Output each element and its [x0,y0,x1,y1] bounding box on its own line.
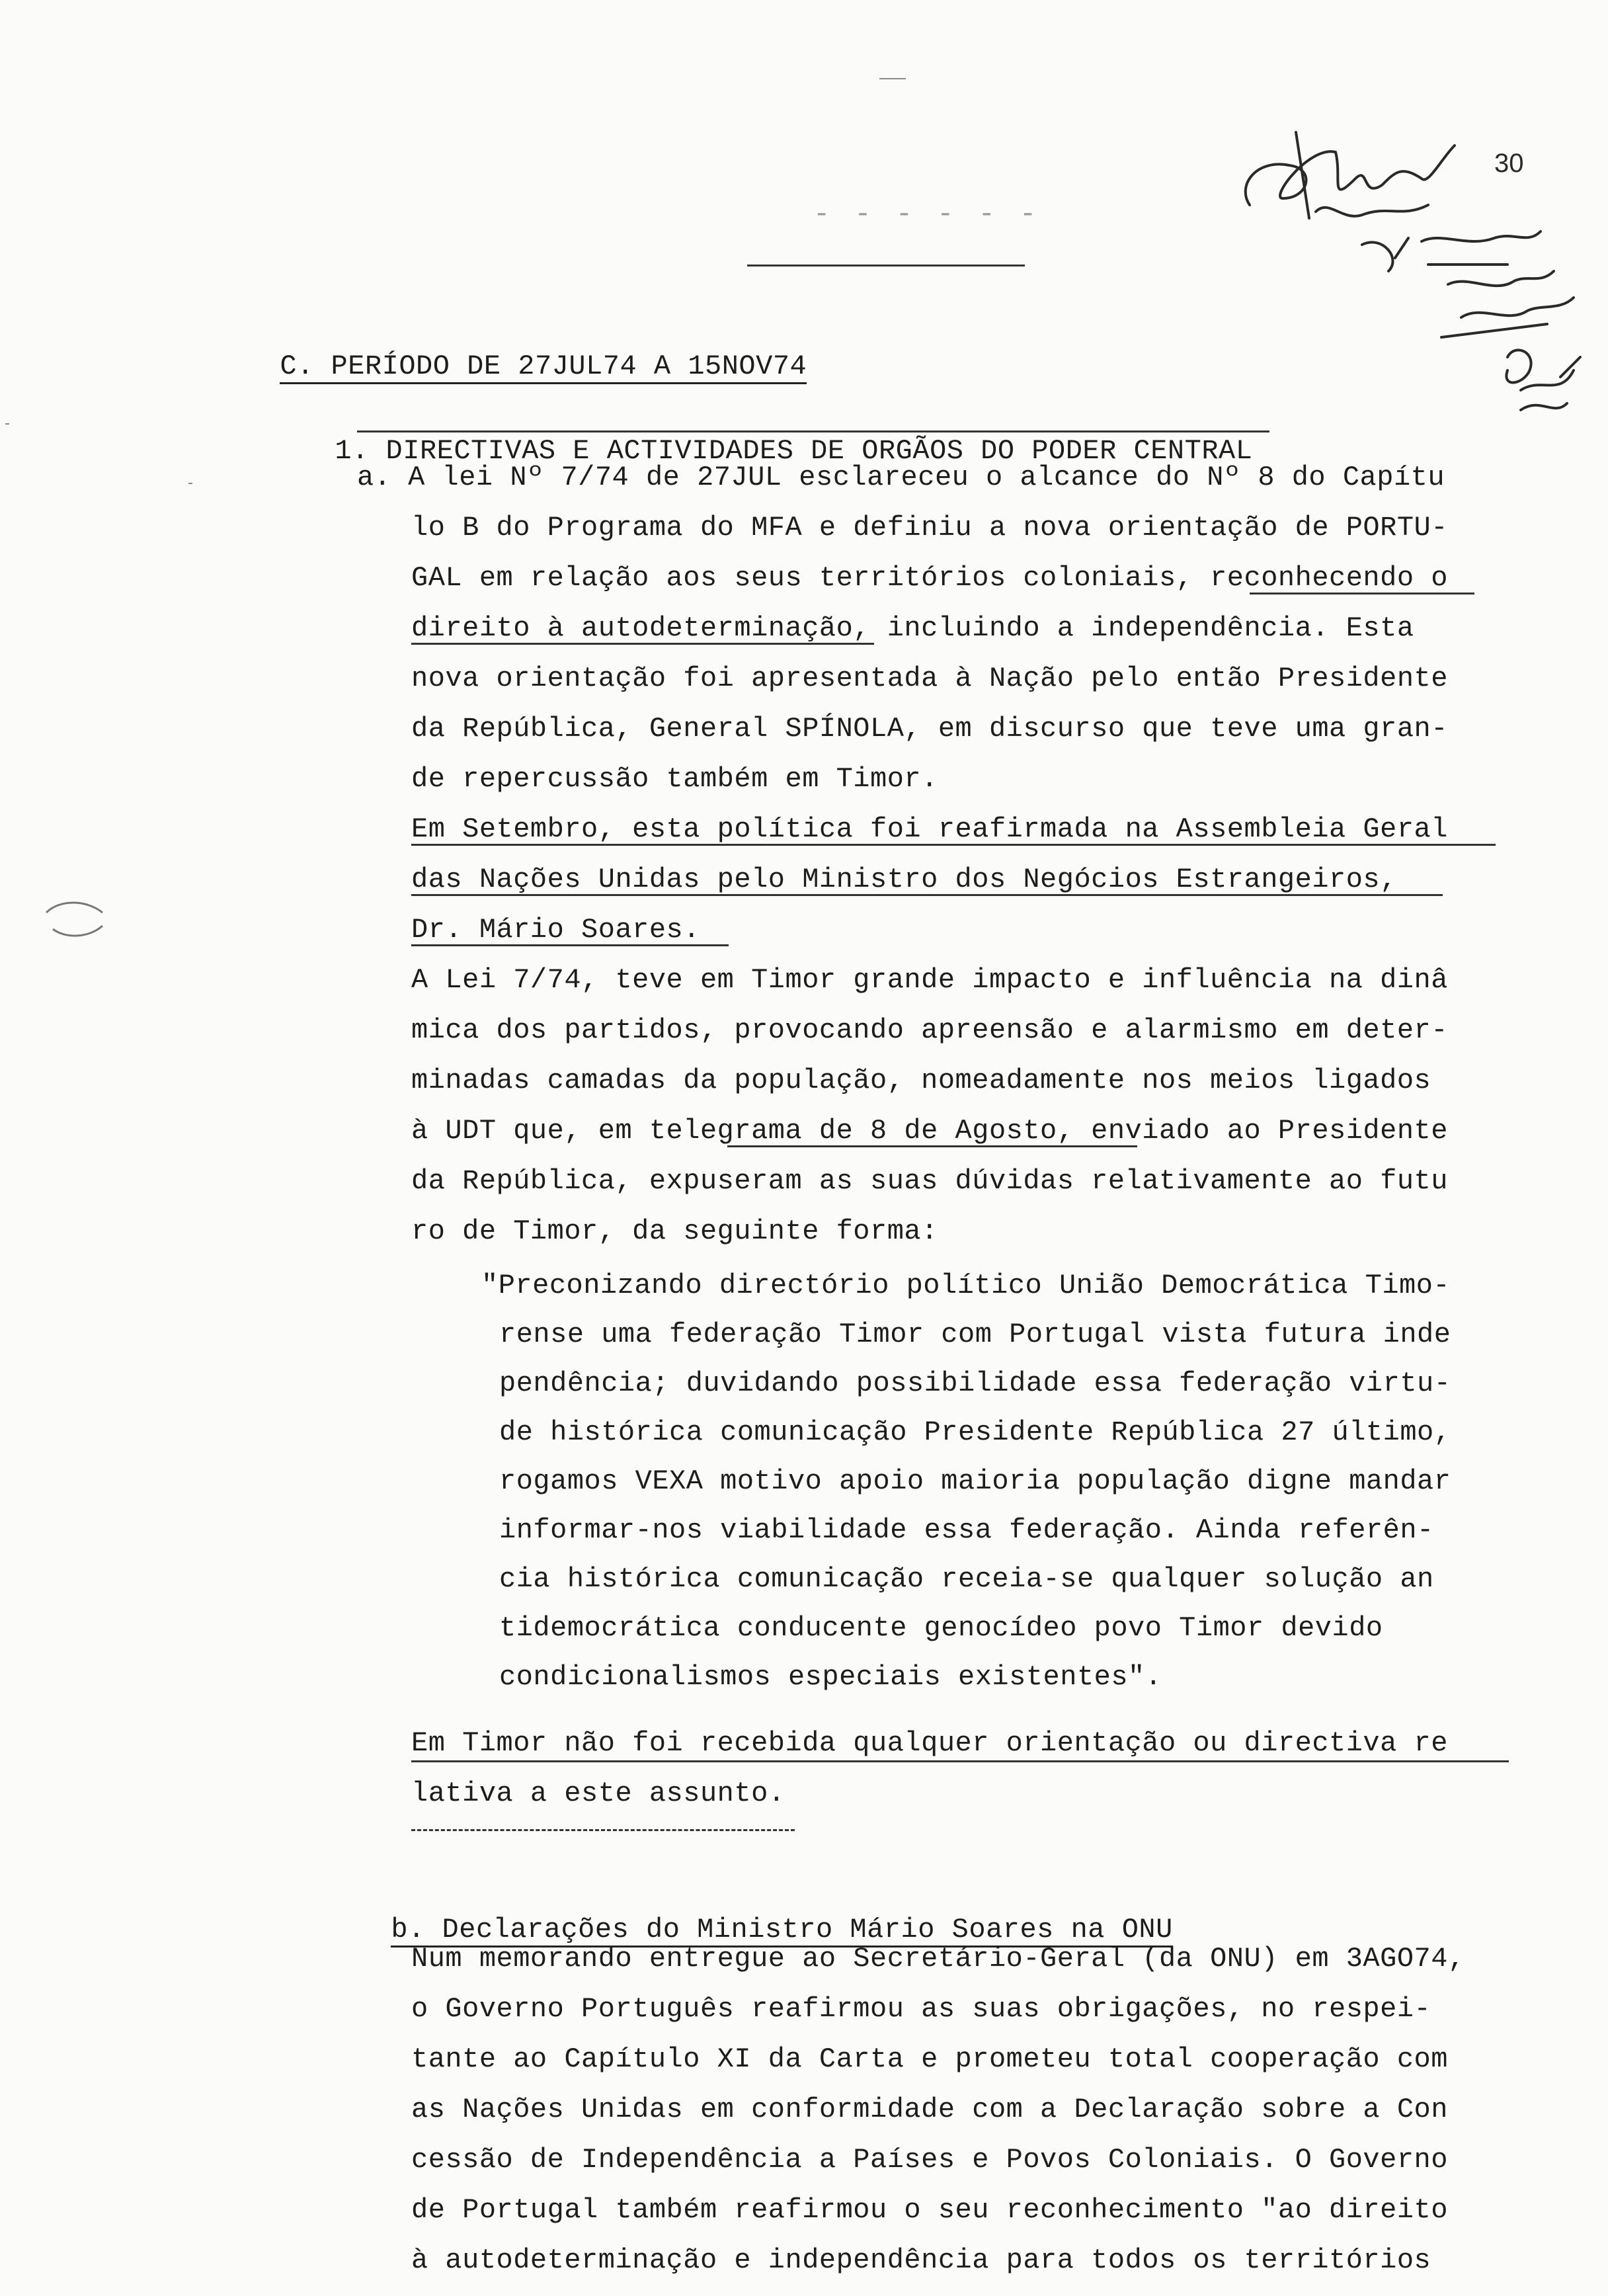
para-a-line: Em Setembro, esta política foi reafirmada na Assembleia Geral [411,813,1448,845]
para-b-line: as Nações Unidas em conformidade com a Declaração sobre a Con [411,2094,1448,2125]
para-a-line: A Lei 7/74, teve em Timor grande impacto e influência na dinâ [411,964,1448,996]
underline-reconhecendo [1250,593,1474,594]
para-a-line: ro de Timor, da seguinte forma: [411,1215,938,1247]
underline-closing [411,1760,1509,1762]
quote-line: cia histórica comunicação receia-se qualquer solução an [499,1563,1434,1595]
section-1-underline [357,430,1269,432]
quote-line: rense uma federação Timor com Portugal vista futura inde [499,1319,1451,1350]
quote-line: rogamos VEXA motivo apoio maioria população digne mandar [499,1465,1451,1497]
page-number: 30 [1494,149,1524,178]
punch-hole-icon [40,893,112,946]
para-a-line: direito à autodeterminação, incluindo a independência. Esta [411,612,1414,644]
quote-line: "Preconizando directório político União Democrática Timo- [481,1270,1451,1301]
margin-speck [5,423,9,425]
underline-telegrama [727,1145,1137,1147]
faded-stamp: - - - - - - [813,198,1041,230]
margin-speck [188,483,192,484]
underline-setembro [411,844,1496,846]
top-dash [879,78,906,79]
handwritten-annotation-icon [1230,106,1600,450]
para-a-line: à UDT que, em telegrama de 8 de Agosto, enviado ao Presidente [411,1115,1448,1147]
para-a-line: minadas camadas da população, nomeadamente nos meios ligados [411,1065,1431,1096]
underline-nacoes [411,894,1443,896]
underline-closing-2 [411,1829,795,1831]
quote-line: tidemocrática conducente genocídeo povo Timor devido [499,1612,1383,1644]
para-a-line: mica dos partidos, provocando apreensão e alarmismo em deter- [411,1014,1448,1046]
para-a-line: Dr. Mário Soares. [411,914,700,946]
quote-line: pendência; duvidando possibilidade essa federação virtu- [499,1368,1451,1399]
para-b-line: cessão de Independência a Países e Povos Coloniais. O Governo [411,2144,1448,2176]
para-a-line: nova orientação foi apresentada à Nação pelo então Presidente [411,663,1448,694]
quote-line: informar-nos viabilidade essa federação. Ainda referên- [499,1514,1434,1546]
closing-a-line: lativa a este assunto. [411,1778,785,1809]
quote-line: condicionalismos especiais existentes". [499,1661,1162,1693]
para-b-line: Num memorando entregue ao Secretário-Geral (da ONU) em 3AGO74, [411,1943,1465,1975]
stamp-rule [747,265,1025,266]
para-a-line: da República, expuseram as suas dúvidas relativamente ao futu [411,1165,1448,1197]
para-b-line: o Governo Português reafirmou as suas obrigações, no respei- [411,1993,1431,2025]
quote-line: de histórica comunicação Presidente República 27 último, [499,1416,1451,1448]
para-b-line: tante ao Capítulo XI da Carta e prometeu total cooperação com [411,2043,1448,2075]
para-a-line: lo B do Programa do MFA e definiu a nova orientação de PORTU- [411,512,1448,544]
section-1-title: 1. DIRECTIVAS E ACTIVIDADES DE ORGÃOS DO PODER CENTRAL [335,435,1253,467]
para-a-line: de repercussão também em Timor. [411,763,938,795]
underline-soares [411,944,729,946]
underline-direito [411,643,874,645]
para-b-line: à autodeterminação e independência para todos os territórios [411,2244,1431,2276]
para-a-line: a. A lei Nº 7/74 de 27JUL esclareceu o alcance do Nº 8 do Capítu [357,462,1445,493]
para-a-line: GAL em relação aos seus territórios coloniais, reconhecendo o [411,562,1448,594]
para-b-title: b. Declarações do Ministro Mário Soares na ONU [357,1874,1173,1948]
para-a-line: das Nações Unidas pelo Ministro dos Negócios Estrangeiros, [411,864,1397,895]
para-b-line: de Portugal também reafirmou o seu reconhecimento "ao direito [411,2194,1448,2226]
section-c-title: C. PERÍODO DE 27JUL74 A 15NOV74 [246,311,807,385]
para-a-line: da República, General SPÍNOLA, em discurso que teve uma gran- [411,713,1448,745]
closing-a-line: Em Timor não foi recebida qualquer orientação ou directiva re [411,1727,1448,1759]
